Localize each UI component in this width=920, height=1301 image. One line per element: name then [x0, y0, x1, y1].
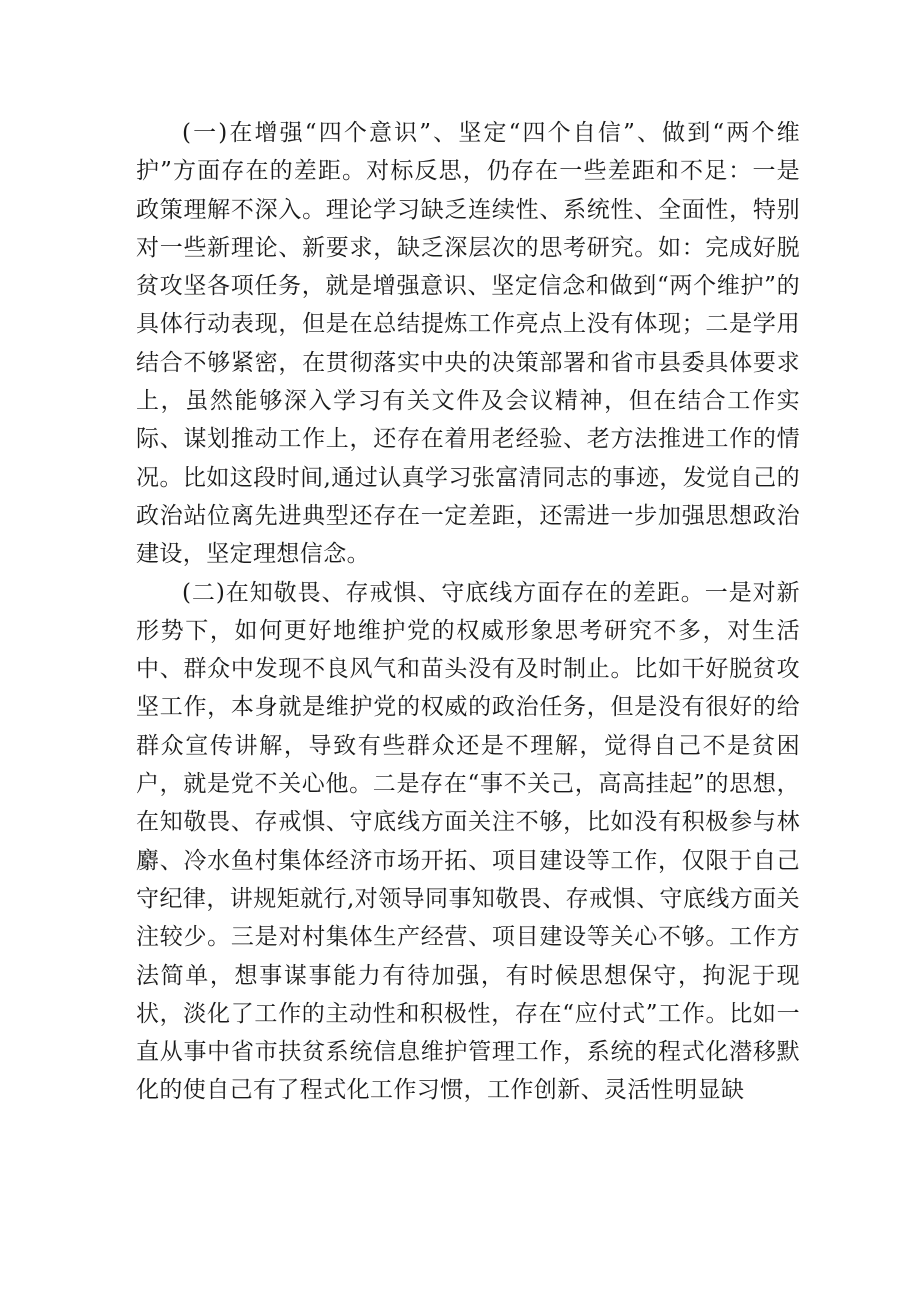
document-body [136, 114, 800, 1110]
paragraph-section-one: (一)在增强“四个意识”、坚定“四个自信”、做到“两个维护”方面存在的差距。对标反思，仍存在一些差距和不足：一是政策理解不深入。理论学习缺乏连续性、系统性、全面性，特别对一些新理论、新要求，缺乏深层次的思考研究。如：完成好脱贫攻坚各项任务，就是增强意识、坚定信念和做到“两个维护”的具体行动表现，但是在总结提炼工作亮点上没有体现；二是学用结合不够紧密，在贯彻落实中央的决策部署和省市县委具体要求上，虽然能够深入学习有关文件及会议精神，但在结合工作实际、谋划推动工作上，还存在着用老经验、老方法推进工作的情况。比如这段时间,通过认真学习张富清同志的事迹，发觉自己的政治站位离先进典型还存在一定差距，还需进一步加强思想政治建设，坚定理想信念。 [136, 120, 800, 568]
paragraph-section-two: (二)在知敬畏、存戒惧、守底线方面存在的差距。一是对新形势下，如何更好地维护党的权威形象思考研究不多，对生活中、群众中发现不良风气和苗头没有及时制止。比如干好脱贫攻坚工作，本身就是维护党的权威的政治任务，但是没有很好的给群众宣传讲解，导致有些群众还是不理解，觉得自己不是贫困户，就是党不关心他。二是存在“事不关己，高高挂起”的思想，在知敬畏、存戒惧、守底线方面关注不够，比如没有积极参与林麝、冷水鱼村集体经济市场开拓、项目建设等工作，仅限于自己守纪律，讲规矩就行,对领导同事知敬畏、存戒惧、守底线方面关注较少。三是对村集体生产经营、项目建设等关心不够。工作方法简单，想事谋事能力有待加强，有时候思想保守，拘泥于现状，淡化了工作的主动性和积极性，存在“应付式”工作。比如一直从事中省市扶贫系统信息维护管理工作，系统的程式化潜移默化的使自己有了程式化工作习惯，工作创新、灵活性明显缺 [136, 579, 800, 1104]
